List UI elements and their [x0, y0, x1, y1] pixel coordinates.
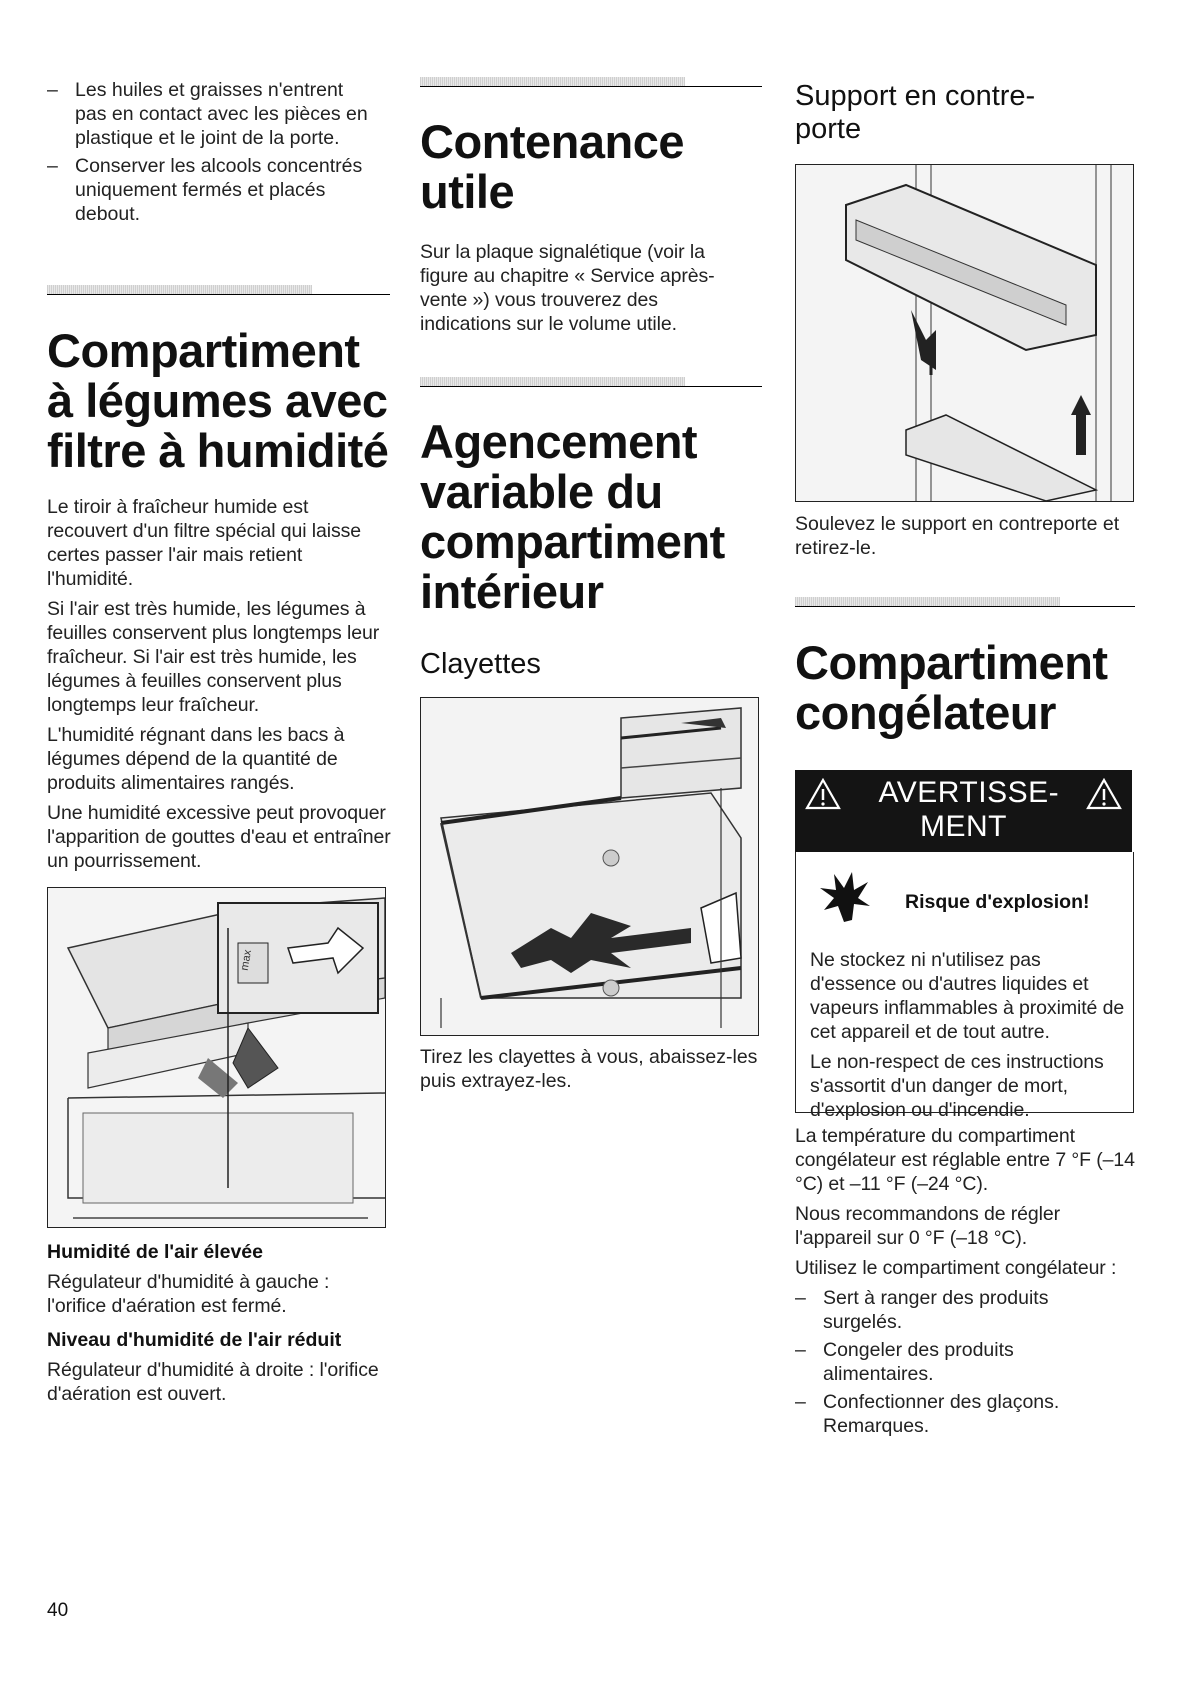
section-rule: [420, 386, 762, 387]
shelves-figure: [420, 697, 759, 1036]
storage-tips-list: [47, 78, 377, 230]
subheading-low-humidity: Niveau d'humidité de l'air réduit: [47, 1329, 342, 1351]
paragraph: Régulateur d'humidité à droite : l'orifice d'aération est ouvert.: [47, 1359, 379, 1405]
paragraph: Régulateur d'humidité à gauche : l'orifice d'aération est fermé.: [47, 1271, 330, 1317]
paragraph: Le tiroir à fraîcheur humide est recouvert d'un filtre spécial qui laisse certes passer l'air mais retient l'humidité.: [47, 496, 362, 590]
warning-triangle-icon: [805, 778, 841, 810]
humidity-regulator-figure: [47, 887, 386, 1228]
list-item: – Congeler des produits alimentaires.: [795, 1338, 1095, 1386]
section-rule: [47, 294, 390, 295]
list-item: – Conserver les alcools concentrés uniquement fermés et placés debout.: [47, 154, 377, 226]
warning-text: [810, 948, 1125, 1128]
warning-triangle-icon: [1086, 778, 1122, 810]
paragraph: Nous recommandons de régler l'appareil sur 0 °F (–18 °C).: [795, 1203, 1061, 1249]
humidity-settings: [47, 1240, 393, 1412]
paragraph: Utilisez le compartiment congélateur :: [795, 1257, 1117, 1279]
warning-title: AVERTISSE-MENT: [878, 776, 1060, 843]
subheading-high-humidity: Humidité de l'air élevée: [47, 1241, 263, 1263]
risk-label: Risque d'explosion!: [905, 891, 1090, 913]
section-rule: [795, 606, 1135, 607]
freezer-text: [795, 1124, 1135, 1442]
subheading-shelves: Clayettes: [420, 648, 541, 680]
capacity-text: Sur la plaque signalétique (voir la figure au chapitre « Service après-vente ») vous trouverez des indications sur le volume utile.: [420, 241, 715, 335]
vegetable-text: [47, 495, 393, 879]
list-item: – Sert à ranger des produits surgelés.: [795, 1286, 1095, 1334]
paragraph: L'humidité régnant dans les bacs à légumes dépend de la quantité de produits alimentaires rangés.: [47, 724, 345, 794]
warning-box: [795, 852, 1134, 1121]
section-rule: [420, 86, 762, 87]
paragraph: Ne stockez ni n'utilisez pas d'essence ou d'autres liquides et vapeurs inflammables à proximité de cet appareil et de tout autre.: [810, 949, 1125, 1043]
section-title-door-rack: Support en contre-porte: [795, 80, 1036, 145]
paragraph: Si l'air est très humide, les légumes à feuilles conservent plus longtemps leur fraîcheur. Si l'air est très humide, les légumes à feuilles conservent plus longtemps leur fraîcheur.: [47, 598, 380, 716]
door-rack-figure: [795, 164, 1134, 502]
max-label: max: [238, 948, 255, 972]
section-title-capacity: Contenance utile: [420, 115, 684, 218]
door-rack-caption: Soulevez le support en contreporte et retirez-le.: [795, 513, 1120, 559]
warning-header: [795, 770, 1132, 852]
page-number: 40: [47, 1600, 69, 1621]
paragraph: Une humidité excessive peut provoquer l'apparition de gouttes d'eau et entraîner un pourrissement.: [47, 802, 391, 872]
explosion-icon: [816, 870, 872, 926]
list-item: – Confectionner des glaçons. Remarques.: [795, 1390, 1095, 1438]
list-item: – Les huiles et graisses n'entrent pas en contact avec les pièces en plastique et le joint de la porte.: [47, 78, 377, 150]
shelves-caption: Tirez les clayettes à vous, abaissez-les puis extrayez-les.: [420, 1046, 758, 1092]
freezer-uses-list: [795, 1286, 1095, 1438]
paragraph: Le non-respect de ces instructions s'assortit d'un danger de mort, d'explosion ou d'incendie.: [810, 1051, 1104, 1121]
section-title-vegetable-compartment: Compartiment à légumes avec filtre à humidité: [47, 324, 389, 477]
section-title-layout: Agencement variable du compartiment intérieur: [420, 415, 725, 618]
section-title-freezer: Compartiment congélateur: [795, 636, 1108, 739]
paragraph: La température du compartiment congélateur est réglable entre 7 °F (–14 °C) et –11 °F (–24 °C).: [795, 1125, 1135, 1195]
